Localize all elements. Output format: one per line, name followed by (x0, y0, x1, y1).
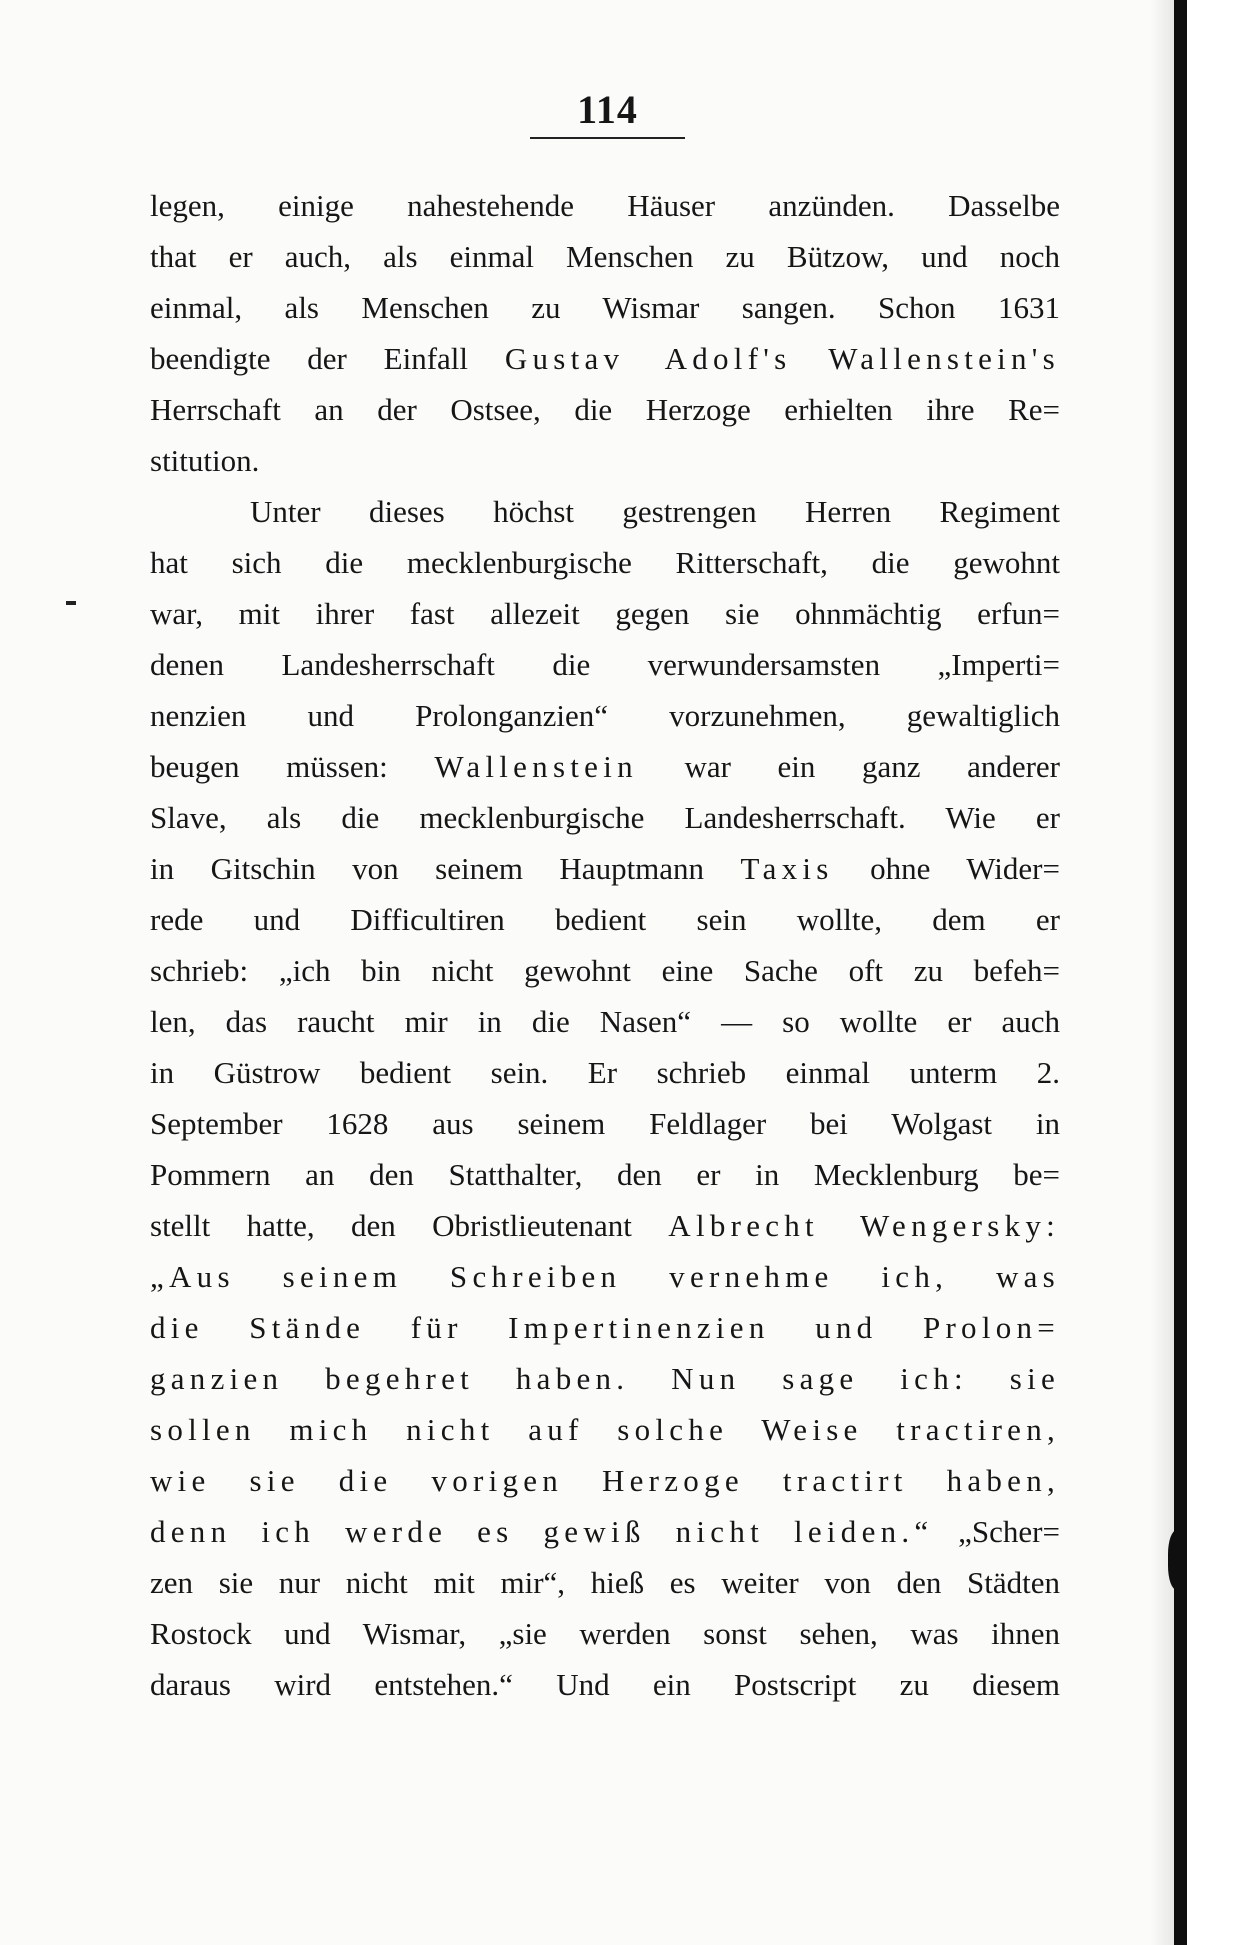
text-line (150, 180, 1060, 231)
text-line (150, 333, 1060, 384)
text-line (150, 639, 1060, 690)
text-line (150, 1149, 1060, 1200)
text-line (150, 1098, 1060, 1149)
text-segment: einmal, als Menschen zu Wismar sangen. Schon 1631 (150, 290, 1060, 325)
text-segment: that er auch, als einmal Menschen zu Bützow, und noch (150, 239, 1060, 274)
text-line (150, 1506, 1060, 1557)
page-number-rule (530, 137, 685, 139)
text-segment (791, 341, 828, 376)
spaced-text-segment: Albrecht Wengersky: (668, 1208, 1060, 1243)
spaced-text-segment: denn ich werde es gewiß nicht leiden.“ (150, 1514, 934, 1549)
text-line (150, 282, 1060, 333)
text-segment: ohne Wider= (833, 851, 1060, 886)
text-segment: in Gitschin von seinem Hauptmann (150, 851, 741, 886)
text-segment: zen sie nur nicht mit mir“, hieß es weiter von den Städten (150, 1565, 1060, 1600)
text-segment: stellt hatte, den Obristlieutenant (150, 1208, 669, 1243)
text-line (150, 1200, 1060, 1251)
text-line (150, 1251, 1060, 1302)
text-segment: Pommern an den Statthalter, den er in Mecklenburg be= (150, 1157, 1060, 1192)
text-line (150, 1455, 1060, 1506)
text-line (150, 486, 1060, 537)
text-line (150, 690, 1060, 741)
text-segment: in Güstrow bedient sein. Er schrieb einmal unterm 2. (150, 1055, 1060, 1090)
text-segment: beugen müssen: (150, 749, 435, 784)
text-line (150, 741, 1060, 792)
text-segment: Rostock und Wismar, „sie werden sonst sehen, was ihnen (150, 1616, 1060, 1651)
page-number: 114 (577, 87, 638, 132)
spaced-text-segment: wie sie die vorigen Herzoge tractirt haben, (150, 1463, 1060, 1498)
spaced-text-segment: sollen mich nicht auf solche Weise tractiren, (150, 1412, 1060, 1447)
text-line (150, 1302, 1060, 1353)
text-segment: stitution. (150, 443, 260, 478)
text-segment: September 1628 aus seinem Feldlager bei Wolgast in (150, 1106, 1060, 1141)
text-line (150, 231, 1060, 282)
text-segment: rede und Difficultiren bedient sein wollte, dem er (150, 902, 1060, 937)
scan-mark (66, 601, 76, 605)
text-line (150, 588, 1060, 639)
spaced-text-segment: die Stände für Impertinenzien und Prolon= (150, 1310, 1060, 1345)
text-segment: schrieb: „ich bin nicht gewohnt eine Sache oft zu befeh= (150, 953, 1060, 988)
text-line (150, 1353, 1060, 1404)
text-line (150, 1608, 1060, 1659)
spaced-text-segment: Gustav Adolf's (504, 341, 792, 376)
text-segment: hat sich die mecklenburgische Ritterschaft, die gewohnt (150, 545, 1060, 580)
text-line (150, 1557, 1060, 1608)
spaced-text-segment: Taxis (740, 851, 834, 886)
text-segment: nenzien und Prolonganzien“ vorzunehmen, gewaltiglich (150, 698, 1060, 733)
text-segment: beendigte der Einfall (150, 341, 505, 376)
text-line (150, 894, 1060, 945)
text-segment: len, das raucht mir in die Nasen“ — so wollte er auch (150, 1004, 1060, 1039)
spaced-text-segment: Wallenstein's (828, 341, 1060, 376)
text-segment: war, mit ihrer fast allezeit gegen sie ohnmächtig erfun= (150, 596, 1060, 631)
spaced-text-segment: ganzien begehret haben. Nun sage ich: sie (150, 1361, 1060, 1396)
text-segment: denen Landesherrschaft die verwundersamsten „Imperti= (150, 647, 1060, 682)
text-line (150, 843, 1060, 894)
text-line (150, 435, 1060, 486)
text-segment: daraus wird entstehen.“ Und ein Postscript zu diesem (150, 1667, 1060, 1702)
text-segment: war ein ganz anderer (637, 749, 1060, 784)
text-segment: legen, einige nahestehende Häuser anzünden. Dasselbe (150, 188, 1060, 223)
text-line (150, 1047, 1060, 1098)
text-segment: Unter dieses höchst gestrengen Herren Regiment (250, 494, 1060, 529)
spaced-text-segment: „Aus seinem Schreiben vernehme ich, was (150, 1259, 1060, 1294)
binding-shadow (1150, 0, 1174, 1945)
text-line (150, 1659, 1060, 1710)
text-line (150, 996, 1060, 1047)
text-line (150, 537, 1060, 588)
text-line (150, 792, 1060, 843)
text-line (150, 384, 1060, 435)
body-text (150, 180, 1060, 1710)
text-line (150, 1404, 1060, 1455)
text-line (150, 945, 1060, 996)
binding-edge (1174, 0, 1187, 1945)
text-segment: Herrschaft an der Ostsee, die Herzoge erhielten ihre Re= (150, 392, 1060, 427)
binding-outside (1187, 0, 1250, 1945)
text-segment: „Scher= (933, 1514, 1060, 1549)
spaced-text-segment: Wallenstein (434, 749, 638, 784)
text-segment: Slave, als die mecklenburgische Landesherrschaft. Wie er (150, 800, 1060, 835)
